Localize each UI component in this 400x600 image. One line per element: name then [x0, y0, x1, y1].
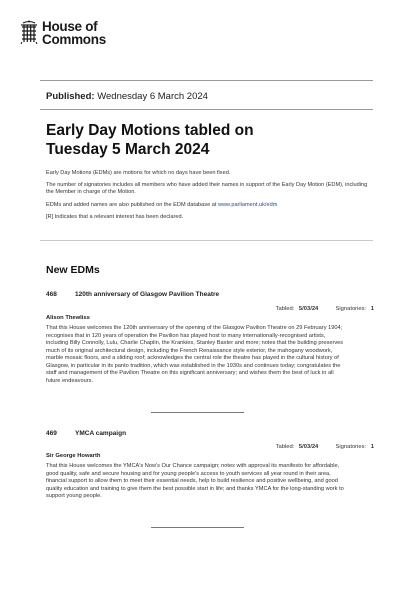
intro-paragraph-1: Early Day Motions (EDMs) are motions for which no days have been fixed. — [46, 170, 231, 176]
edm-title: 120th anniversary of Glasgow Pavilion Theatre — [75, 291, 220, 298]
logo-line-1: House of — [42, 19, 98, 34]
logo-wordmark — [42, 20, 106, 46]
edm-meta — [276, 444, 374, 450]
published-label: Published: — [46, 91, 95, 102]
intro-rule — [40, 240, 373, 241]
intro-paragraph-2: The number of signatories includes all members who have added their names in support of the Early Day Motion (EDM), including the Member in charge of the Motion. — [46, 182, 368, 196]
signatories-count: 1 — [370, 444, 374, 450]
tabled-label: Tabled: — [275, 306, 295, 312]
published-date: Wednesday 6 March 2024 — [97, 91, 208, 102]
house-of-commons-logo — [20, 20, 106, 46]
edm-database-link[interactable]: www.parliament.uk/edm — [217, 202, 278, 208]
edm-divider — [151, 527, 244, 528]
signatories-count: 1 — [370, 306, 374, 312]
intro-paragraph-3-text: EDMs and added names are also published on the EDM database at — [46, 202, 217, 208]
edm-divider — [151, 412, 244, 413]
signatories-label: Signatories: — [335, 444, 367, 450]
edm-meta — [276, 306, 374, 312]
edm-title: YMCA campaign — [75, 430, 127, 437]
page-title-line-2: Tuesday 5 March 2024 — [46, 141, 210, 158]
logo-line-2: Commons — [42, 32, 106, 47]
published-line — [46, 91, 208, 102]
edm-text: That this House welcomes the YMCA's Now's Our Chance campaign; notes with approval its manifesto for affordable, good quality, safe and secure housing and for young people's access to youth services all year round in their area, financial support to allow them to meet their essential needs, help to build resilience and positive wellbeing, and good quality education and training to give them the best possible start in life; and thanks YMCA for the long-standing work to support young people. — [46, 463, 344, 500]
top-rule — [40, 80, 373, 81]
edm-number: 468 — [46, 291, 57, 298]
tabled-label: Tabled: — [275, 444, 295, 450]
edm-text: That this House welcomes the 120th anniversary of the opening of the Glasgow Pavilion Theatre on 29 February 1904; recognises that in 120 years of operation the Pavilion has played host to many internationally-recognised artists, including Billy Connolly, Lulu, Charlie Chaplin, the Krankies, Stanley Baxter and more; notes that the building preserves much of its original architectural design, including the French Renaissance style exterior, the mahogany woodwork, marble mosaic floors, and a sliding roof; acknowledges the central role the theatre has played in the cultural history of Glasgow, in particular in its panto tradition, which was established in the 1930s and continues today; congratulates the staff and management of the Pavilion Theatre on this significant anniversary; and wishes them the best of luck in all future endeavours. — [46, 325, 344, 384]
page-title-line-1: Early Day Motions tabled on — [46, 122, 254, 139]
edm-sponsor: Alison Thewliss — [46, 315, 90, 321]
edm-sponsor: Sir George Howarth — [46, 453, 101, 459]
intro-paragraph-4: [R] Indicates that a relevant interest has been declared. — [46, 214, 184, 220]
intro-paragraph-3 — [46, 202, 376, 209]
tabled-date: 5/03/24 — [298, 306, 319, 312]
signatories-label: Signatories: — [335, 306, 367, 312]
portcullis-icon — [20, 20, 38, 44]
tabled-date: 5/03/24 — [298, 444, 319, 450]
published-rule — [40, 109, 373, 110]
page-title — [46, 121, 254, 159]
edm-number: 469 — [46, 430, 57, 437]
section-heading: New EDMs — [46, 264, 100, 276]
